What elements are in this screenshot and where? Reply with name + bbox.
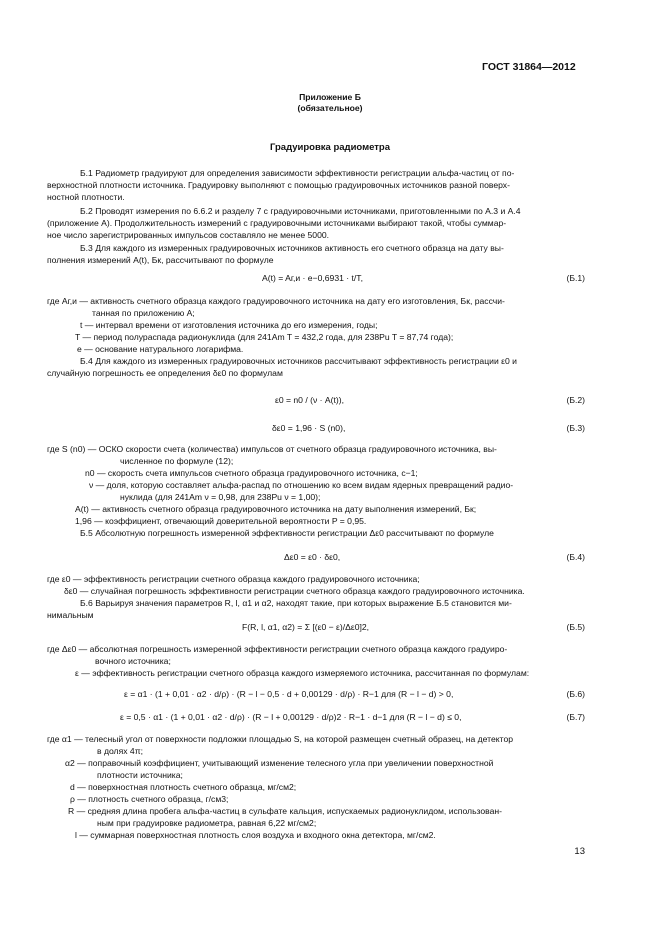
- paragraph-b1-line: верхностной плотности источника. Градуировку выполняют с помощью градуировочных источников разной поверх-: [47, 180, 510, 190]
- where-line: где Δε0 — абсолютная погрешность измеренной эффективности регистрации счетного образца каждого градуиро-: [47, 644, 508, 654]
- paragraph-b4-line: Б.4 Для каждого из измеренных градуировочных источников рассчитывают эффективность регистрации ε0 и: [80, 356, 517, 366]
- equation-number: (Б.2): [566, 395, 585, 405]
- where-line: e — основание натурального логарифма.: [77, 344, 244, 354]
- where-line: 1,96 — коэффициент, отвечающий доверительной вероятности P = 0,95.: [75, 516, 367, 526]
- paragraph-b2-line: ное число зарегистрированных импульсов составляло не менее 5000.: [47, 230, 330, 240]
- equation-number: (Б.5): [566, 622, 585, 632]
- where-line: численное по формуле (12);: [120, 456, 234, 466]
- where-line: A(t) — активность счетного образца градуировочного источника на дату выполнения измерений, Бк;: [75, 504, 477, 514]
- where-line: где S (n0) — ОСКО скорости счета (количества) импульсов от счетного образца градуировочного источника, вы-: [47, 444, 497, 454]
- where-line: d — поверхностная плотность счетного образца, мг/см2;: [70, 782, 297, 792]
- formula-b5: F(R, l, α1, α2) = Σ [(ε0 − ε)/Δε0]2,: [242, 622, 370, 632]
- where-line: R — средняя длина пробега альфа-частиц в сульфате кальция, испускаемых радионуклидом, использован-: [68, 806, 503, 816]
- paragraph-b6-line: нимальным: [47, 610, 94, 620]
- paragraph-b4-line: случайную погрешность ее определения δε0 по формулам: [47, 368, 283, 378]
- paragraph-b3-line: Б.3 Для каждого из измеренных градуировочных источников активность его счетного образца на дату вы-: [80, 243, 504, 253]
- where-line: n0 — скорость счета импульсов счетного образца градуировочного источника, с−1;: [85, 468, 418, 478]
- equation-number: (Б.3): [566, 423, 585, 433]
- formula-b3: δε0 = 1,96 · S (n0),: [272, 423, 346, 433]
- formula-b6: ε = α1 · (1 + 0,01 · α2 · d/ρ) · (R − l − 0,5 · d + 0,00129 · d/ρ) · R−1 для (R − l − d) > 0,: [124, 689, 454, 699]
- formula-b4: Δε0 = ε0 · δε0,: [284, 552, 341, 562]
- where-line: ным при градуировке радиометра, равная 6,22 мг/см2;: [97, 818, 317, 828]
- where-line: ν — доля, которую составляет альфа-распад по отношению ко всем видам ядерных превращений радио-: [89, 480, 514, 490]
- where-line: ρ — плотность счетного образца, г/см3;: [70, 794, 229, 804]
- where-line: нуклида (для 241Am ν = 0,98, для 238Pu ν = 1,00);: [120, 492, 321, 502]
- equation-number: (Б.7): [566, 712, 585, 722]
- where-line: δε0 — случайная погрешность эффективности регистрации счетного образца каждого градуировочного источника.: [64, 586, 525, 596]
- paragraph-b1-line: Б.1 Радиометр градуируют для определения зависимости эффективности регистрации альфа-частиц от по-: [80, 168, 515, 178]
- page-number: 13: [574, 846, 585, 857]
- where-line: плотности источника;: [97, 770, 183, 780]
- where-line: T — период полураспада радионуклида (для 241Am T = 432,2 года, для 238Pu T = 87,74 года);: [75, 332, 454, 342]
- paragraph-b2-line: (приложение А). Продолжительность измерений с градуировочными источниками выбирают такой, чтобы суммар-: [47, 218, 507, 228]
- paragraph-b1-line: ностной плотности.: [47, 192, 125, 202]
- where-line: танная по приложению А;: [92, 308, 195, 318]
- paragraph-b6-line: Б.6 Варьируя значения параметров R, l, α1 и α2, находят такие, при которых выражение Б.5 становится ми-: [80, 598, 512, 608]
- appendix-subtitle: (обязательное): [297, 103, 363, 113]
- standard-number: ГОСТ 31864—2012: [482, 61, 576, 73]
- where-line: где Aг,и — активность счетного образца каждого градуировочного источника на дату его изготовления, Бк, рассчи-: [47, 296, 505, 306]
- section-title: Градуировка радиометра: [269, 142, 391, 153]
- where-line: ε — эффективность регистрации счетного образца каждого измеряемого источника, рассчитанная по формулам:: [75, 668, 530, 678]
- paragraph-b3-line: полнения измерений A(t), Бк, рассчитывают по формуле: [47, 255, 274, 265]
- appendix-title: Приложение Б: [299, 92, 361, 102]
- equation-number: (Б.4): [566, 552, 585, 562]
- where-line: l — суммарная поверхностная плотность слоя воздуха и входного окна детектора, мг/см2.: [75, 830, 436, 840]
- paragraph-b5: Б.5 Абсолютную погрешность измеренной эффективности регистрации Δε0 рассчитывают по формуле: [80, 528, 494, 538]
- paragraph-b2-line: Б.2 Проводят измерения по 6.6.2 и разделу 7 с градуировочными источниками, приготовленными по А.3 и А.4: [80, 206, 521, 216]
- formula-b1: A(t) = Aг,и · e−0,6931 · t/T,: [262, 273, 363, 283]
- formula-b7: ε = 0,5 · α1 · (1 + 0,01 · α2 · d/ρ) · (R − l + 0,00129 · d/ρ)2 · R−1 · d−1 для (R − l − d) ≤ 0,: [120, 712, 462, 722]
- where-line: где α1 — телесный угол от поверхности подложки площадью S, на которой размещен счетный образец, на детектор: [47, 734, 514, 744]
- equation-number: (Б.1): [566, 273, 585, 283]
- where-line: α2 — поправочный коэффициент, учитывающий изменение телесного угла при увеличении поверхностной: [65, 758, 494, 768]
- where-line: в долях 4π;: [97, 746, 144, 756]
- where-line: вочного источника;: [95, 656, 171, 666]
- equation-number: (Б.6): [566, 689, 585, 699]
- where-line: где ε0 — эффективность регистрации счетного образца каждого градуировочного источника;: [47, 574, 420, 584]
- where-line: t — интервал времени от изготовления источника до его измерения, годы;: [80, 320, 378, 330]
- formula-b2: ε0 = n0 / (ν · A(t)),: [275, 395, 345, 405]
